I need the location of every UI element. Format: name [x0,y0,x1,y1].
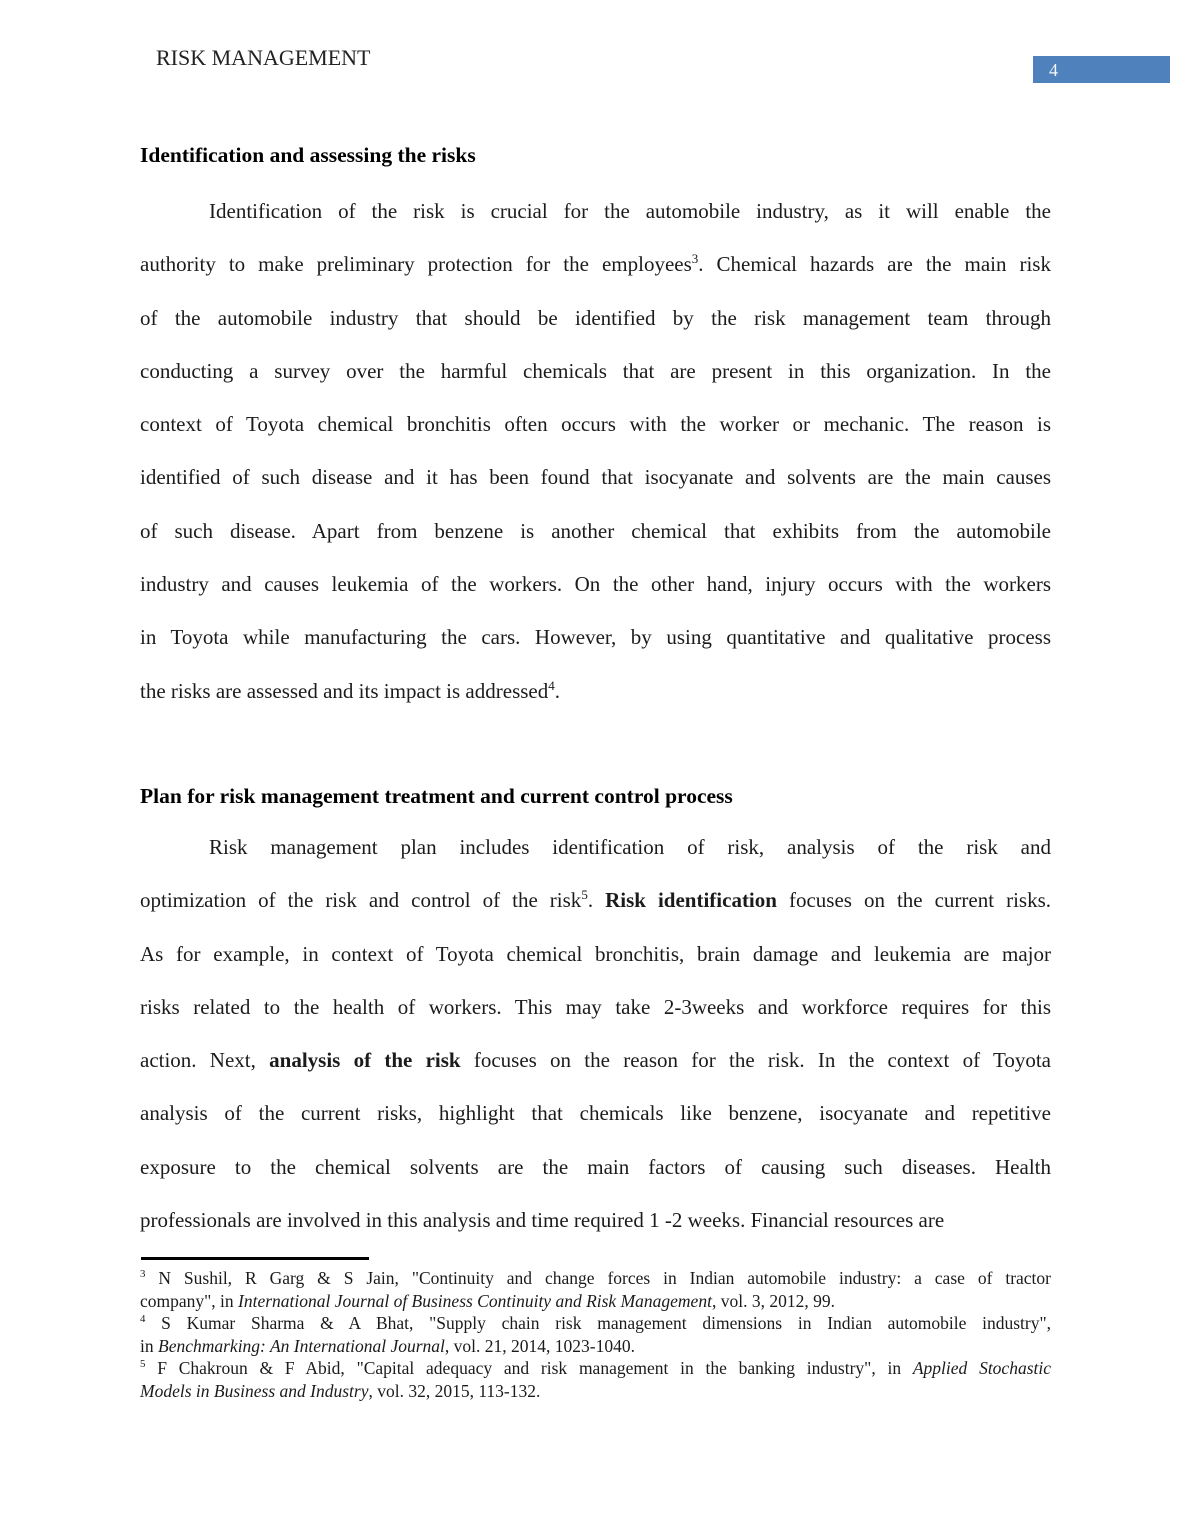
text-line [140,345,1051,398]
text-run: Benchmarking: An International Journal [158,1335,445,1356]
text-run: Identification of the risk is crucial for the automobile industry, as it will enable the [209,199,1051,223]
section-heading-identification: Identification and assessing the risks [140,143,476,167]
text-run: professionals are involved in this analysis and time required 1 -2 weeks. Financial resources are [140,1208,945,1233]
text-line [140,821,1051,874]
text-line [140,558,1051,611]
text-run: authority to make preliminary protection for the employees [140,252,692,277]
text-line [140,292,1051,345]
text-line [140,1357,1051,1380]
footnote-5 [140,1357,1051,1402]
footnote-marker: 3 [140,1268,146,1281]
text-run: focuses on the reason for the risk. In the context of Toyota [460,1048,1051,1073]
footnote-marker: 5 [140,1358,146,1371]
text-run: F Chakroun & F Abid, "Capital adequacy and risk management in the banking industry", in [145,1358,913,1379]
text-line [140,1312,1051,1335]
text-run: in [140,1335,158,1356]
text-run: Applied Stochastic [912,1358,1051,1379]
text-run: . [554,678,560,703]
text-line [140,981,1051,1034]
text-line [140,611,1051,664]
text-run: company", in [140,1290,239,1311]
text-run: As for example, in context of Toyota chemical bronchitis, brain damage and leukemia are major [140,941,1051,966]
text-run: Models in Business and Industry [140,1380,369,1401]
text-run: , vol. 32, 2015, 113-132. [368,1380,541,1401]
running-header-title: RISK MANAGEMENT [156,45,371,70]
text-run: industry and causes leukemia of the workers. On the other hand, injury occurs with the workers [140,572,1051,597]
text-run: International Journal of Business Continuity and Risk Management [238,1290,712,1311]
footnote-separator [141,1257,369,1260]
text-run: conducting a survey over the harmful chemicals that are present in this organization. In the [140,358,1051,383]
text-line [140,238,1051,291]
text-run: risks related to the health of workers. This may take 2-3weeks and workforce requires for this [140,994,1051,1019]
text-line [140,1267,1051,1290]
text-line [140,1335,1051,1358]
page-number: 4 [1049,59,1058,80]
text-run: S Kumar Sharma & A Bhat, "Supply chain risk management dimensions in Indian automobile industry", [145,1313,1051,1334]
text-run: analysis of the current risks, highlight that chemicals like benzene, isocyanate and repetitive [140,1101,1051,1126]
text-run: Risk identification [605,888,777,913]
text-line [140,185,1051,238]
text-run: analysis of the risk [269,1048,461,1073]
text-run: context of Toyota chemical bronchitis often occurs with the worker or mechanic. The reason is [140,412,1051,437]
text-run: optimization of the risk and control of the risk [140,888,582,913]
footnote-marker: 5 [581,887,588,903]
section-heading-plan: Plan for risk management treatment and current control process [140,784,733,808]
footnote-4 [140,1312,1051,1357]
text-run: , vol. 3, 2012, 99. [711,1290,835,1311]
text-run: of such disease. Apart from benzene is another chemical that exhibits from the automobile [140,518,1051,543]
text-run: in Toyota while manufacturing the cars. However, by using quantitative and qualitative process [140,625,1051,650]
text-run: Risk management plan includes identification of risk, analysis of the risk and [209,835,1051,859]
text-line [140,1034,1051,1087]
text-line [140,398,1051,451]
text-line [140,928,1051,981]
text-run: . [587,888,606,913]
text-line [140,1087,1051,1140]
text-run: , vol. 21, 2014, 1023-1040. [444,1335,635,1356]
text-run: action. Next, [140,1048,270,1073]
text-line [140,451,1051,504]
text-run: focuses on the current risks. [776,888,1052,913]
text-line [140,665,1051,718]
footnote-marker: 3 [691,251,699,267]
paragraph-identification [140,185,1051,718]
text-run: . Chemical hazards are the main risk [698,252,1051,277]
text-run: N Sushil, R Garg & S Jain, "Continuity and change forces in Indian automobile industry: a case of tractor [145,1268,1051,1288]
page-number-badge [1033,56,1170,83]
text-line [140,874,1051,927]
text-line [140,1380,1051,1403]
footnotes-section [140,1267,1051,1403]
text-line [140,1290,1051,1313]
text-run: of the automobile industry that should be identified by the risk management team through [140,305,1051,330]
text-run: exposure to the chemical solvents are the main factors of causing such diseases. Health [140,1154,1051,1179]
text-run: the risks are assessed and its impact is addressed [140,678,549,703]
text-run: identified of such disease and it has been found that isocyanate and solvents are the main causes [140,465,1051,490]
footnote-marker: 4 [140,1313,146,1326]
footnote-marker: 4 [548,677,555,693]
text-line [140,1141,1051,1194]
text-line [140,1194,1051,1247]
footnote-3 [140,1267,1051,1312]
paragraph-plan [140,821,1051,1247]
text-line [140,505,1051,558]
